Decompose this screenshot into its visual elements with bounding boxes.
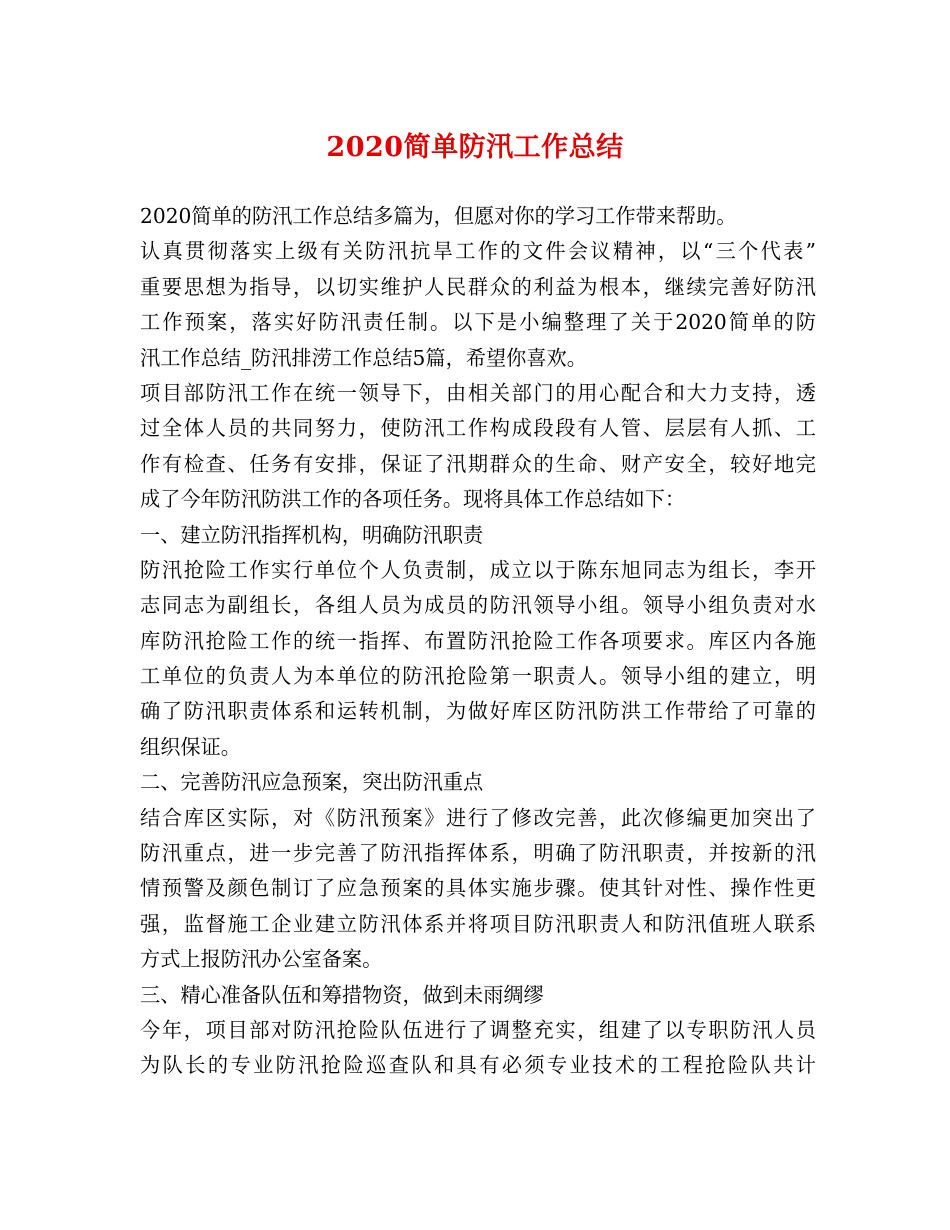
document-title: 2020简单防汛工作总结 [326, 132, 624, 163]
body-line: 强，监督施工企业建立防汛体系并将项目防汛职责人和防汛值班人联系 [140, 911, 816, 936]
body-line: 三、精心准备队伍和筹措物资，做到未雨绸缪 [140, 982, 544, 1007]
body-line: 工作预案，落实好防汛责任制。以下是小编整理了关于2020简单的防 [140, 310, 816, 335]
body-line: 志同志为副组长，各组人员为成员的防汛领导小组。领导小组负责对水 [140, 593, 816, 618]
body-line: 防汛重点，进一步完善了防汛指挥体系，明确了防汛职责，并按新的汛 [140, 841, 816, 866]
body-line: 重要思想为指导，以切实维护人民群众的利益为根本，继续完善好防汛 [140, 274, 816, 299]
body-line: 组织保证。 [140, 734, 241, 759]
body-line: 库防汛抢险工作的统一指挥、布置防汛抢险工作各项要求。库区内各施 [140, 628, 816, 653]
body-line: 今年，项目部对防汛抢险队伍进行了调整充实，组建了以专职防汛人员 [140, 1017, 816, 1042]
document-body [140, 199, 816, 1084]
body-line: 防汛抢险工作实行单位个人负责制，成立以于陈东旭同志为组长，李开 [140, 557, 816, 582]
body-line: 二、完善防汛应急预案，突出防汛重点 [140, 770, 484, 795]
body-line: 过全体人员的共同努力，使防汛工作构成段段有人管、层层有人抓、工 [140, 416, 816, 441]
body-line: 认真贯彻落实上级有关防汛抗旱工作的文件会议精神，以“三个代表” [140, 239, 816, 264]
body-line: 方式上报防汛办公室备案。 [140, 947, 383, 972]
body-line: 结合库区实际，对《防汛预案》进行了修改完善，此次修编更加突出了 [140, 805, 816, 830]
body-line: 为队长的专业防汛抢险巡查队和具有必须专业技术的工程抢险队共计 [140, 1053, 816, 1078]
body-line: 情预警及颜色制订了应急预案的具体实施步骤。使其针对性、操作性更 [140, 876, 816, 901]
body-line: 确了防汛职责体系和运转机制，为做好库区防汛防洪工作带给了可靠的 [140, 699, 816, 724]
body-line: 工单位的负责人为本单位的防汛抢险第一职责人。领导小组的建立，明 [140, 664, 816, 689]
body-line: 项目部防汛工作在统一领导下，由相关部门的用心配合和大力支持，透 [140, 380, 816, 405]
body-line: 汛工作总结_防汛排涝工作总结5篇，希望你喜欢。 [140, 345, 587, 370]
body-line: 一、建立防汛指挥机构，明确防汛职责 [140, 522, 484, 547]
body-line: 作有检查、任务有安排，保证了汛期群众的生命、财产安全，较好地完 [140, 451, 816, 476]
body-line: 2020简单的防汛工作总结多篇为，但愿对你的学习工作带来帮助。 [140, 204, 737, 228]
body-line: 成了今年防汛防洪工作的各项任务。现将具体工作总结如下： [140, 487, 686, 512]
